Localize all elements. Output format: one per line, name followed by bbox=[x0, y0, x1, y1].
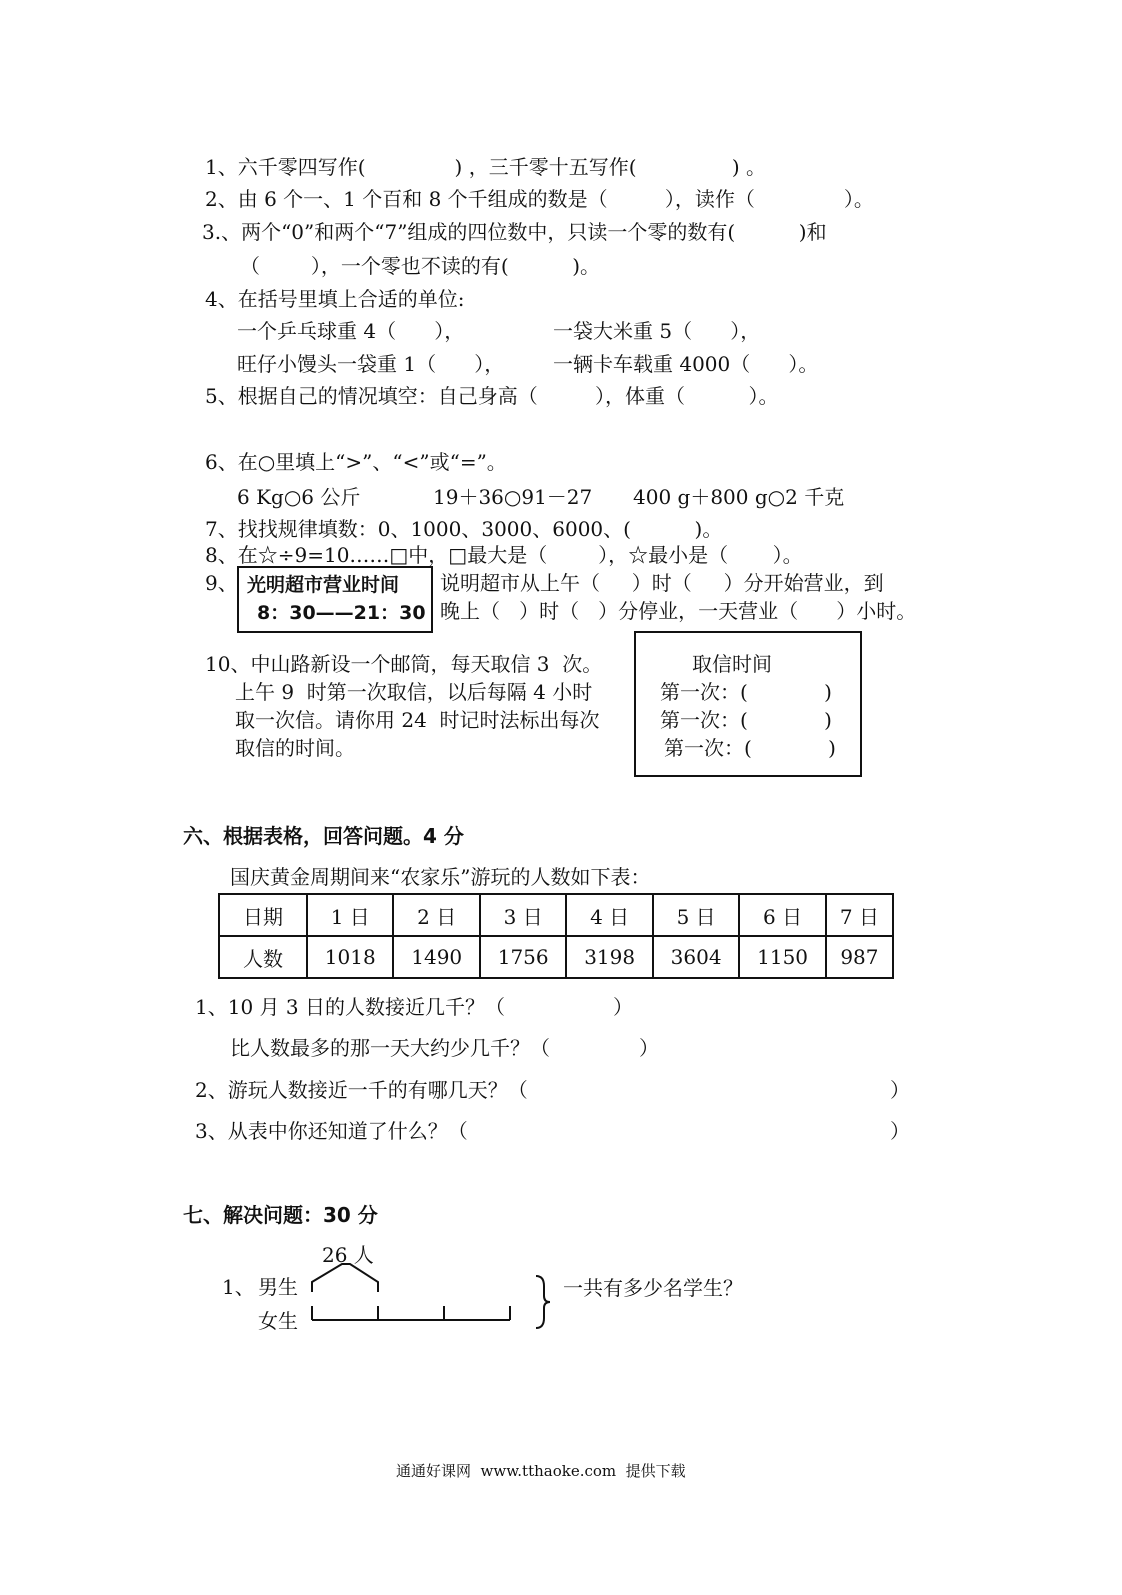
question-7: 7、找找规律填数：0、1000、3000、6000、( )。 bbox=[205, 517, 723, 541]
business-hours-box bbox=[237, 566, 433, 633]
table-cell-count: 987 bbox=[826, 936, 893, 978]
table-cell-day: 2 日 bbox=[393, 894, 479, 936]
section-6-question-1b: 比人数最多的那一天大约少几千？（ ） bbox=[230, 1036, 660, 1060]
table-cell-count: 1150 bbox=[739, 936, 825, 978]
table-row bbox=[219, 894, 893, 936]
question-2: 2、由 6 个一、1 个百和 8 个千组成的数是（ ），读作（ ）。 bbox=[205, 187, 874, 211]
question-10-line-3: 取一次信。请你用 24 时记时法标出每次 bbox=[235, 708, 600, 732]
table-row bbox=[219, 936, 893, 978]
girls-label: 女生 bbox=[258, 1309, 298, 1333]
table-cell-count: 1756 bbox=[480, 936, 566, 978]
section-7-question-number: 1、 bbox=[222, 1275, 255, 1299]
table-cell-count: 1490 bbox=[393, 936, 479, 978]
section-6-question-3: 3、从表中你还知道了什么？（ bbox=[195, 1119, 468, 1143]
business-hours-time: 8：30——21：30 bbox=[257, 602, 426, 624]
question-4-item-b: 一袋大米重 5（ ）， bbox=[553, 319, 761, 343]
question-10-line-2: 上午 9 时第一次取信，以后每隔 4 小时 bbox=[235, 680, 593, 704]
question-10-line-1: 10、中山路新设一个邮筒，每天取信 3 次。 bbox=[205, 652, 603, 676]
question-6-compare-c: 400 g＋800 g○2 千克 bbox=[633, 485, 845, 509]
mail-pickup-row-1: 第一次：( ) bbox=[660, 680, 832, 704]
table-cell-day: 4 日 bbox=[566, 894, 652, 936]
section-6-question-3-close: ） bbox=[890, 1119, 910, 1143]
question-6: 6、在○里填上“>”、“<”或“=”。 bbox=[205, 450, 507, 474]
mail-pickup-box bbox=[634, 631, 862, 777]
table-cell-day: 7 日 bbox=[826, 894, 893, 936]
mail-pickup-title: 取信时间 bbox=[692, 652, 772, 676]
section-6-question-1: 1、10 月 3 日的人数接近几千？（ ） bbox=[195, 995, 634, 1019]
mail-pickup-row-3: 第一次：( ) bbox=[664, 736, 836, 760]
business-hours-title: 光明超市营业时间 bbox=[247, 574, 400, 596]
boys-count-label: 26 人 bbox=[322, 1243, 374, 1267]
table-cell-count: 3604 bbox=[653, 936, 739, 978]
table-intro: 国庆黄金周期间来“农家乐”游玩的人数如下表： bbox=[230, 865, 651, 889]
boys-segment bbox=[312, 1264, 378, 1292]
question-8: 8、在☆÷9=10……□中，□最大是（ ），☆最小是（ ）。 bbox=[205, 543, 803, 567]
section-7-heading: 七、解决问题：30 分 bbox=[183, 1203, 378, 1227]
table-cell-day: 6 日 bbox=[739, 894, 825, 936]
question-10-line-4: 取信的时间。 bbox=[235, 736, 355, 760]
table-cell-day: 1 日 bbox=[307, 894, 393, 936]
question-9-number: 9、 bbox=[205, 571, 238, 595]
section-6-question-2: 2、游玩人数接近一千的有哪几天？（ bbox=[195, 1078, 528, 1102]
section-7-question-text: 一共有多少名学生？ bbox=[563, 1276, 743, 1300]
brace-icon bbox=[536, 1276, 550, 1328]
table-header-date: 日期 bbox=[219, 894, 307, 936]
question-5: 5、根据自己的情况填空：自己身高（ ），体重（ ）。 bbox=[205, 384, 779, 408]
question-3-line-1: 3.、两个“0”和两个“7”组成的四位数中，只读一个零的数有( )和 bbox=[202, 220, 827, 244]
visitors-table bbox=[218, 893, 894, 979]
question-4-item-c: 旺仔小馒头一袋重 1（ ）， bbox=[237, 352, 505, 376]
segment-diagram bbox=[300, 1240, 560, 1340]
section-6-question-2-close: ） bbox=[890, 1078, 910, 1102]
question-4-item-d: 一辆卡车载重 4000（ ）。 bbox=[553, 352, 819, 376]
boys-label: 男生 bbox=[258, 1275, 298, 1299]
footer-text: 通通好课网 www.tthaoke.com 提供下载 bbox=[396, 1462, 686, 1480]
table-cell-day: 5 日 bbox=[653, 894, 739, 936]
question-9-line-2: 晚上（ ）时（ ）分停业，一天营业（ ）小时。 bbox=[440, 599, 917, 623]
mail-pickup-row-2: 第一次：( ) bbox=[660, 708, 832, 732]
question-1: 1、六千零四写作( ) ，三千零十五写作( ) 。 bbox=[205, 155, 767, 179]
question-4-item-a: 一个乒乓球重 4（ ）， bbox=[237, 319, 465, 343]
table-header-count: 人数 bbox=[219, 936, 307, 978]
question-6-compare-b: 19＋36○91－27 bbox=[433, 485, 593, 509]
question-9-line-1: 说明超市从上午（ ）时（ ）分开始营业，到 bbox=[440, 571, 884, 595]
table-cell-count: 1018 bbox=[307, 936, 393, 978]
question-4: 4、在括号里填上合适的单位: bbox=[205, 287, 465, 311]
section-6-heading: 六、根据表格，回答问题。4 分 bbox=[183, 824, 464, 848]
table-cell-count: 3198 bbox=[566, 936, 652, 978]
table-cell-day: 3 日 bbox=[480, 894, 566, 936]
question-6-compare-a: 6 Kg○6 公斤 bbox=[237, 485, 361, 509]
question-3-line-2: （ ），一个零也不读的有( )。 bbox=[240, 254, 601, 278]
